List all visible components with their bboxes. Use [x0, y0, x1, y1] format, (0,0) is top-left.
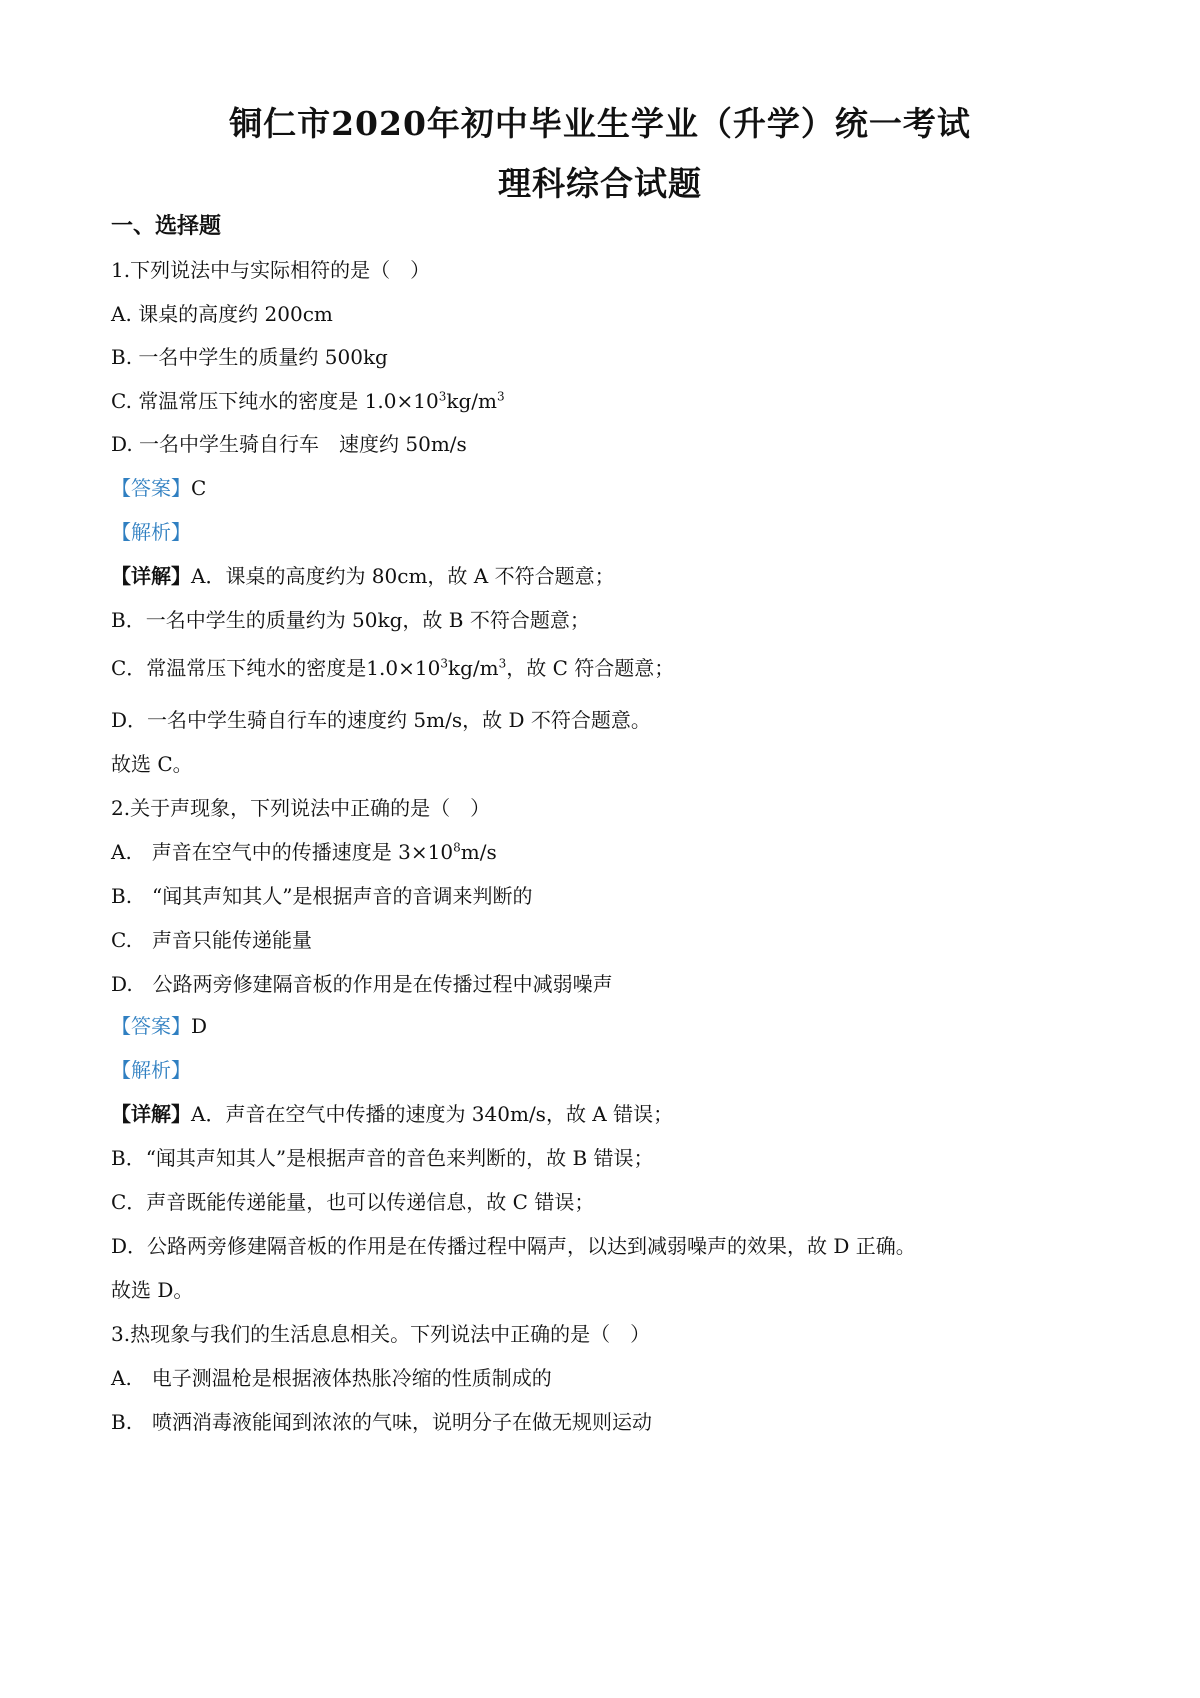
question-3-stem: 3.热现象与我们的生活息息相关。下列说法中正确的是（ ） [111, 1322, 651, 1346]
question-1-detail-d: D．一名中学生骑自行车的速度约 5m/s，故 D 不符合题意。 [111, 708, 651, 732]
question-1-option-d: D. 一名中学生骑自行车 速度约 50m/s [111, 432, 467, 456]
question-3-option-a: A. 电子测温枪是根据液体热胀冷缩的性质制成的 [111, 1366, 552, 1390]
question-2-detail-b: B．“闻其声知其人”是根据声音的音色来判断的，故 B 错误； [111, 1146, 654, 1170]
question-2-detail-c: C．声音既能传递能量，也可以传递信息，故 C 错误； [111, 1190, 595, 1214]
question-2-detail-d: D．公路两旁修建隔音板的作用是在传播过程中隔声，以达到减弱噪声的效果，故 D 正确。 [111, 1234, 916, 1258]
question-1-option-b: B. 一名中学生的质量约 500kg [111, 345, 388, 369]
section-heading: 一、选择题 [111, 213, 222, 239]
question-2-option-a: A. 声音在空气中的传播速度是 $3\times 10^8m/s$ [111, 840, 497, 864]
question-1-analysis-tag: 【解析】 [111, 520, 191, 544]
exam-subtitle: 理科综合试题 [498, 164, 702, 203]
question-1-conclusion: 故选 C。 [111, 752, 193, 776]
question-1-option-a: A. 课桌的高度约 200cm [111, 302, 333, 326]
question-1-detail-b: B．一名中学生的质量约为 50kg，故 B 不符合题意； [111, 608, 590, 632]
question-2-stem: 2.关于声现象，下列说法中正确的是（ ） [111, 796, 491, 820]
question-1-stem: 1.下列说法中与实际相符的是（ ） [111, 258, 431, 282]
question-2-detail-a: 【详解】A．声音在空气中传播的速度为 340m/s，故 A 错误； [111, 1102, 674, 1126]
question-1-detail-a: 【详解】A．课桌的高度约为 80cm，故 A 不符合题意； [111, 564, 615, 588]
question-2-option-d: D. 公路两旁修建隔音板的作用是在传播过程中减弱噪声 [111, 972, 613, 996]
question-2-answer [111, 1012, 207, 1040]
question-1-answer [111, 474, 206, 502]
answer-tag: 【答案】 [111, 1014, 191, 1038]
question-2-option-c: C. 声音只能传递能量 [111, 928, 312, 952]
question-2-conclusion: 故选 D。 [111, 1278, 194, 1302]
question-1-option-c: C. 常温常压下纯水的密度是 $1.0\times 10^3kg/m^3$ [111, 389, 505, 413]
exam-title: 铜仁市2020年初中毕业生学业（升学）统一考试 [229, 104, 971, 143]
question-1-detail-c: C．常温常压下纯水的密度是$1.0\times 10^3kg/m^3$，故 C 符合题意； [111, 656, 675, 680]
question-2-analysis-tag: 【解析】 [111, 1058, 191, 1082]
question-3-option-b: B. 喷洒消毒液能闻到浓浓的气味，说明分子在做无规则运动 [111, 1410, 653, 1434]
answer-tag: 【答案】 [111, 476, 191, 500]
question-2-option-b: B. “闻其声知其人”是根据声音的音调来判断的 [111, 884, 533, 908]
answer-value: D [191, 1014, 208, 1038]
answer-value: C [191, 476, 207, 500]
